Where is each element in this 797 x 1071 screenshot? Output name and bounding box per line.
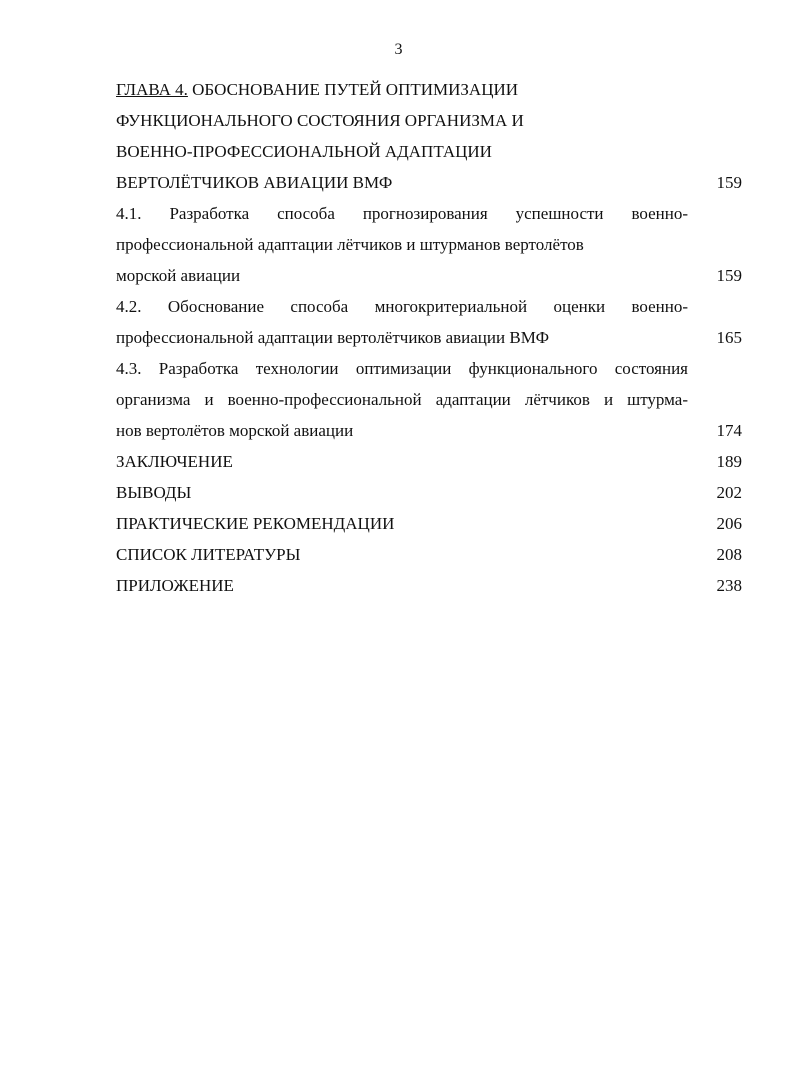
- section-4-3-text-2: организма и военно-профессиональной адаптации лётчиков и штурма-: [116, 390, 688, 409]
- section-4-3-text-1: 4.3. Разработка технологии оптимизации функционального состояния: [116, 359, 688, 378]
- section-4-2-text-1: 4.2. Обоснование способа многокритериальной оценки военно-: [116, 297, 688, 316]
- section-4-3-line-3: [116, 415, 742, 446]
- section-4-1-line-1: [116, 198, 742, 229]
- section-4-3-page-number: 174: [716, 421, 742, 440]
- toc-entry-page: 206: [716, 514, 742, 533]
- chapter-title-line-3: [116, 136, 742, 167]
- chapter-page-number: 159: [716, 173, 742, 192]
- toc-entry-title: ПРИЛОЖЕНИЕ: [116, 576, 234, 595]
- toc-entry-page: 189: [716, 452, 742, 471]
- section-4-1-line-3: [116, 260, 742, 291]
- section-4-2-page-number: 165: [716, 328, 742, 347]
- chapter-title-part-3: ВОЕННО-ПРОФЕССИОНАЛЬНОЙ АДАПТАЦИИ: [116, 142, 492, 161]
- section-4-2-line-2: [116, 322, 742, 353]
- toc-entry-conclusion: [116, 446, 742, 477]
- chapter-label: ГЛАВА 4.: [116, 80, 188, 99]
- toc-entry-title: СПИСОК ЛИТЕРАТУРЫ: [116, 545, 301, 564]
- chapter-title-part-1: ОБОСНОВАНИЕ ПУТЕЙ ОПТИМИЗАЦИИ: [192, 80, 519, 99]
- table-of-contents: [116, 74, 742, 601]
- toc-entry-findings: [116, 477, 742, 508]
- section-4-3-text-3: нов вертолётов морской авиации: [116, 421, 354, 440]
- toc-entry-page: 238: [716, 576, 742, 595]
- section-4-2-text-2: профессиональной адаптации вертолётчиков авиации ВМФ: [116, 328, 550, 347]
- chapter-title-line-1: [116, 74, 742, 105]
- toc-entry-title: ЗАКЛЮЧЕНИЕ: [116, 452, 233, 471]
- section-4-1-line-2: [116, 229, 742, 260]
- section-4-1-text-3: морской авиации: [116, 266, 241, 285]
- section-4-1-text-1: 4.1. Разработка способа прогнозирования успешности военно-: [116, 204, 688, 223]
- section-4-3-line-1: [116, 353, 742, 384]
- toc-entry-page: 202: [716, 483, 742, 502]
- section-4-2-line-1: [116, 291, 742, 322]
- chapter-title-part-2: ФУНКЦИОНАЛЬНОГО СОСТОЯНИЯ ОРГАНИЗМА И: [116, 111, 524, 130]
- chapter-title-line-4: [116, 167, 742, 198]
- toc-entry-references: [116, 539, 742, 570]
- section-4-3-line-2: [116, 384, 742, 415]
- chapter-title-line-2: [116, 105, 742, 136]
- toc-entry-appendix: [116, 570, 742, 601]
- chapter-title-part-4: ВЕРТОЛЁТЧИКОВ АВИАЦИИ ВМФ: [116, 173, 393, 192]
- page-number: 3: [394, 41, 403, 58]
- toc-entry-page: 208: [716, 545, 742, 564]
- toc-entry-recommendations: [116, 508, 742, 539]
- section-4-1-text-2: профессиональной адаптации лётчиков и штурманов вертолётов: [116, 235, 584, 254]
- toc-entry-title: ВЫВОДЫ: [116, 483, 192, 502]
- toc-entry-title: ПРАКТИЧЕСКИЕ РЕКОМЕНДАЦИИ: [116, 514, 395, 533]
- section-4-1-page-number: 159: [716, 266, 742, 285]
